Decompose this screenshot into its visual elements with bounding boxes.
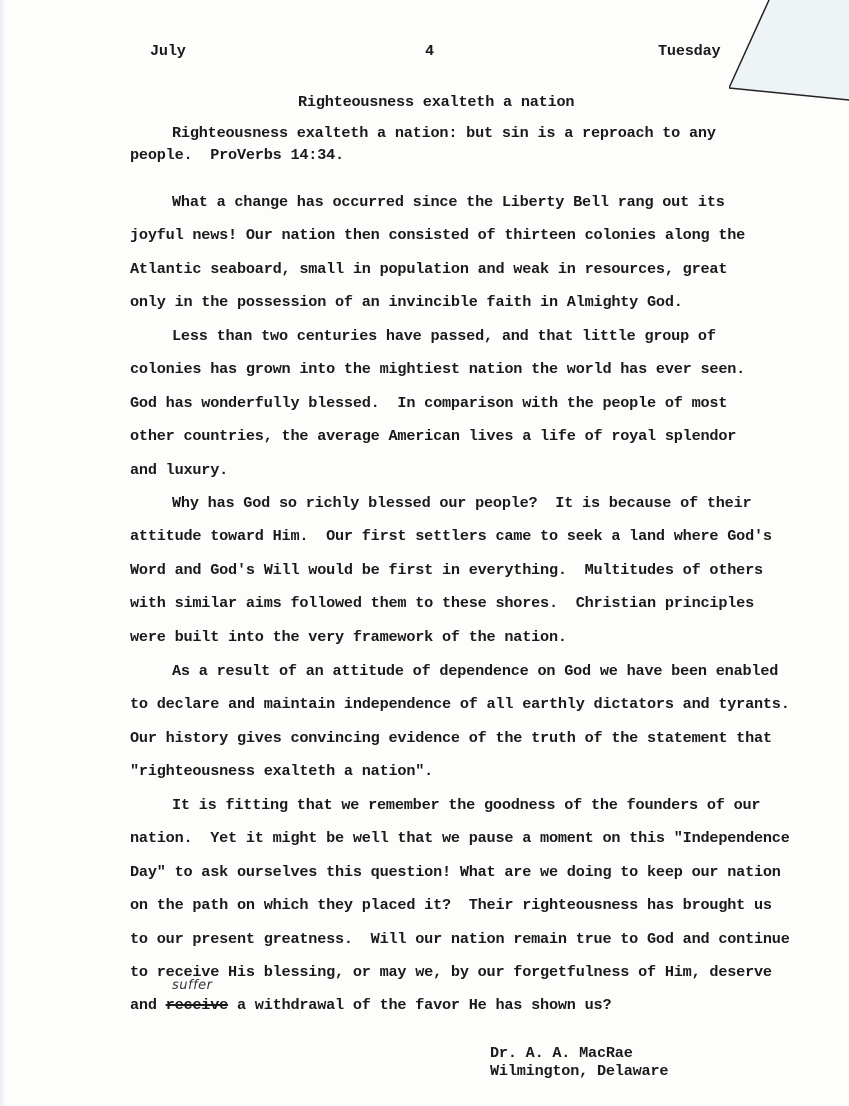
paragraph-line: and luxury.: [130, 460, 229, 479]
scan-edge: [0, 0, 6, 1106]
verse-line: people. ProVerbs 14:34.: [130, 146, 344, 164]
signature-place: Wilmington, Delaware: [490, 1062, 669, 1080]
paragraph-line: It is fitting that we remember the goodness of the founders of our: [172, 796, 761, 814]
verse-line: Righteousness exalteth a nation: but sin is a reproach to any: [172, 124, 716, 142]
paragraph-line: What a change has occurred since the Liberty Bell rang out its: [172, 193, 725, 211]
final-line: and receive a withdrawal of the favor He has shown us?: [130, 996, 612, 1014]
paragraph-line: with similar aims followed them to these shores. Christian principles: [130, 594, 754, 613]
paragraph-line: nation. Yet it might be well that we pause a moment on this "Independence: [130, 829, 790, 848]
paragraph-line: As a result of an attitude of dependence on God we have been enabled: [172, 662, 779, 680]
header-day-number: 4: [425, 42, 434, 60]
document-title: Righteousness exalteth a nation: [298, 93, 575, 111]
paragraph-line: were built into the very framework of the nation.: [130, 627, 567, 646]
paragraph-line: Word and God's Will would be first in everything. Multitudes of others: [130, 560, 763, 579]
paragraph-line: God has wonderfully blessed. In comparison with the people of most: [130, 393, 728, 412]
paragraph-line: Less than two centuries have passed, and that little group of: [172, 327, 716, 345]
handwritten-correction: suffer: [172, 978, 213, 993]
paragraph-line: Day" to ask ourselves this question! What are we doing to keep our nation: [130, 862, 781, 881]
paragraph-line: Our history gives convincing evidence of the truth of the statement that: [130, 728, 772, 747]
paragraph-line: to declare and maintain independence of all earthly dictators and tyrants.: [130, 695, 790, 714]
signature-name: Dr. A. A. MacRae: [490, 1044, 633, 1062]
paragraph-line: Why has God so richly blessed our people? It is because of their: [172, 494, 752, 512]
paragraph-line: joyful news! Our nation then consisted of thirteen colonies along the: [130, 226, 746, 245]
paragraph-line: only in the possession of an invincible faith in Almighty God.: [130, 293, 683, 312]
paragraph-line: attitude toward Him. Our first settlers came to seek a land where God's: [130, 527, 772, 546]
header-month: July: [150, 42, 186, 60]
paragraph-line: Atlantic seaboard, small in population and weak in resources, great: [130, 259, 728, 278]
paragraph-line: to our present greatness. Will our nation remain true to God and continue: [130, 929, 790, 948]
paragraph-line: to receive His blessing, or may we, by our forgetfulness of Him, deserve: [130, 963, 772, 981]
struck-word: receive: [165, 996, 229, 1014]
paragraph-line: on the path on which they placed it? Their righteousness has brought us: [130, 896, 772, 915]
paragraph-line: other countries, the average American lives a life of royal splendor: [130, 427, 737, 446]
paragraph-line: "righteousness exalteth a nation".: [130, 762, 434, 781]
paragraph-line: colonies has grown into the mightiest nation the world has ever seen.: [130, 360, 746, 379]
header-weekday: Tuesday: [658, 42, 721, 60]
folded-corner: [729, 0, 849, 110]
